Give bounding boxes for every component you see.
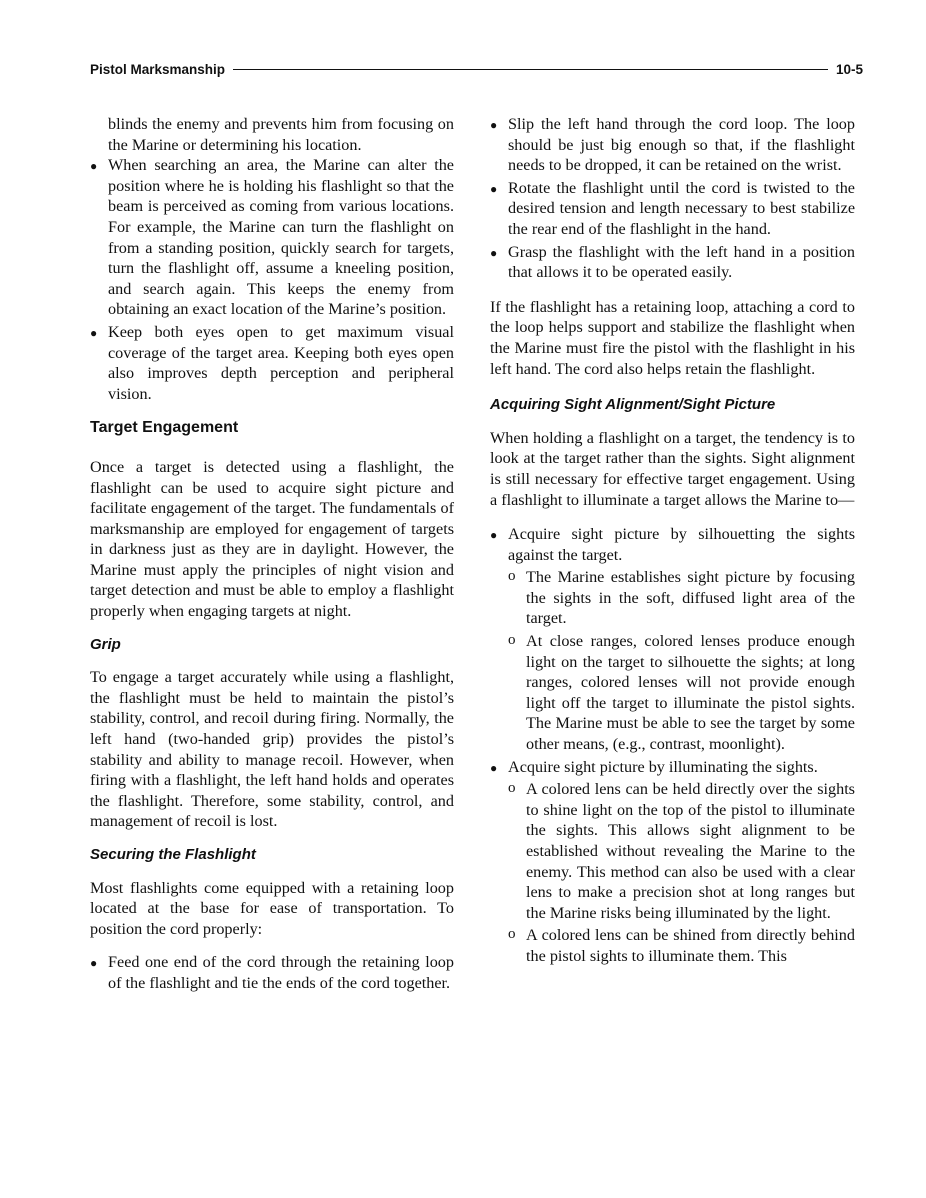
sub-list-item: o A colored lens can be held directly over the sights to shine light on the top of the pistol to illuminate the sights. This allows sight alignment to be established without revealing the Marine to the enemy. This method can also be used with a clear lens to make a precision shot at long ranges but the Marine risks being illuminated by the light. — [490, 779, 855, 923]
running-header — [90, 58, 863, 80]
subheading-grip: Grip — [90, 635, 121, 653]
list-item: ● Keep both eyes open to get maximum visual coverage of the target area. Keeping both eyes open also improves depth perception and peripheral vision. — [90, 322, 454, 404]
list-item: ● Grasp the flashlight with the left hand in a position that allows it to be operated easily. — [490, 242, 855, 283]
list-item: ● Acquire sight picture by silhouetting the sights against the target. — [490, 524, 855, 565]
sub-list-item: o The Marine establishes sight picture by focusing the sights in the soft, diffused light area of the target. — [490, 567, 855, 629]
list-item: ● Rotate the flashlight until the cord is twisted to the desired tension and length necessary to best stabilize the rear end of the flashlight in the hand. — [490, 178, 855, 240]
section-heading-target-engagement: Target Engagement — [90, 419, 239, 437]
list-item: ● Acquire sight picture by illuminating the sights. — [490, 757, 855, 778]
right-column — [490, 114, 855, 969]
paragraph: When holding a flashlight on a target, the tendency is to look at the target rather than the sights. Sight alignment is still necessary for effective target engagement. Using a flashlight to illuminate a target allows the Marine to— — [490, 428, 855, 509]
bullet-list — [90, 155, 454, 404]
sub-list-item: o A colored lens can be shined from directly behind the pistol sights to illuminate them. This — [490, 925, 855, 966]
paragraph: To engage a target accurately while using a flashlight, the flashlight must be held to maintain the pistol’s stability, control, and recoil during firing. Normally, the left hand (two-handed grip) provides the pistol’s stability and ability to manage recoil. However, when firing with a flashlight, the left hand holds and operates the flashlight. Therefore, some stability, control, and management of recoil is lost. — [90, 668, 454, 831]
list-item: ● Feed one end of the cord through the retaining loop of the flashlight and tie the ends of the cord together. — [90, 952, 454, 993]
list-item: ● When searching an area, the Marine can alter the position where he is holding his flashlight so that the beam is perceived as coming from various locations. For example, the Marine can turn the flashlight on from a standing position, quickly search for targets, turn the flashlight off, assume a kneeling position, and search again. This keeps the enemy from obtaining an exact location of the Marine’s position. — [90, 155, 454, 320]
subheading-acquiring-sight: Acquiring Sight Alignment/Sight Picture — [490, 396, 776, 414]
paragraph: Most flashlights come equipped with a retaining loop located at the base for ease of transportation. To position the cord properly: — [90, 878, 454, 938]
left-column — [90, 114, 454, 996]
paragraph: Once a target is detected using a flashlight, the flashlight can be used to acquire sight picture and facilitate engagement of the target. The fundamentals of marksmanship are employed for engagement of targets in darkness just as they are in daylight. However, the Marine must apply the principles of night vision and target detection and must be able to employ a flashlight properly when engaging targets at night. — [90, 457, 454, 621]
page-number: 10-5 — [835, 61, 863, 77]
header-title: Pistol Marksmanship — [90, 61, 226, 77]
header-rule — [233, 69, 828, 70]
subheading-securing-flashlight: Securing the Flashlight — [90, 846, 256, 863]
list-item: ● Slip the left hand through the cord loop. The loop should be just big enough so that, if the flashlight needs to be dropped, it can be retained on the wrist. — [490, 114, 855, 176]
sub-list-item: o At close ranges, colored lenses produce enough light on the target to silhouette the sights; at long ranges, colored lenses will not provide enough light off the target to illuminate the pistol sights. The Marine must be able to see the target by some other means, (e.g., contrast, moonlight). — [490, 631, 855, 755]
continued-bullet-text: blinds the enemy and prevents him from focusing on the Marine or determining his location. — [108, 115, 454, 154]
paragraph: If the flashlight has a retaining loop, attaching a cord to the loop helps support and stabilize the flashlight when the Marine must fire the pistol with the flashlight in his left hand. The cord also helps retain the flashlight. — [490, 297, 855, 378]
bullet-list — [490, 114, 855, 283]
